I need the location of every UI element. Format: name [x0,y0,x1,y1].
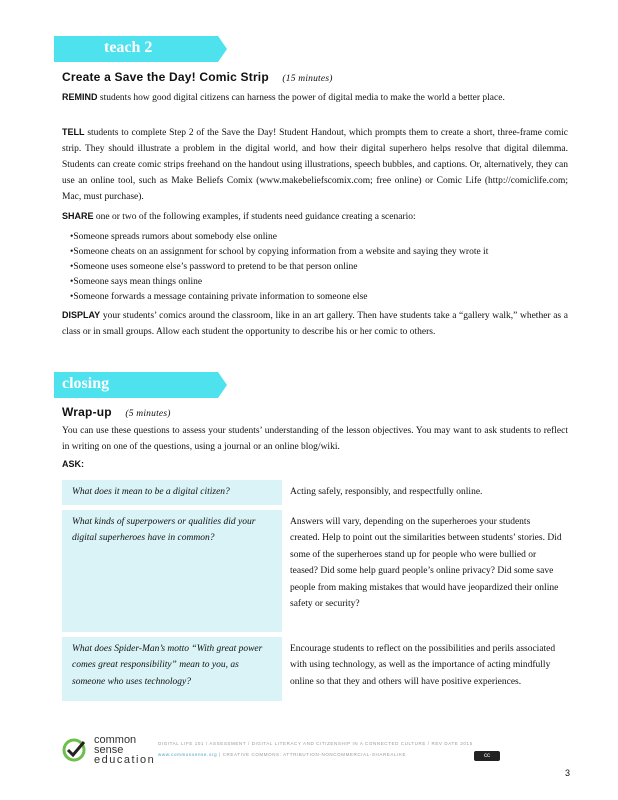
tell-text: students to complete Step 2 of the Save the Day! Student Handout, which prompts them to create a short, three-frame comic strip. They should illustrate a problem in the digital world, and how their digital superhero helps resolve that digital dilemma. Students can create comic strips freehand on the handout using illustrations, speech bubbles, and captions. Or, alternatively, they can use an online tool, such as Make Beliefs Comix (www.makebeliefscomix.com; free online) or Comic Life (http://comiclife.com; Mac, must purchase). [62,128,569,202]
closing-heading-text: Wrap-up [62,405,112,419]
closing-banner-label: closing [62,375,110,392]
answer-cell: Answers will vary, depending on the superheroes your students created. Help to point out the similarities between students’ stories. Did some of the superheroes stand up for people who were bullied or teased? Did some help guard people’s online privacy? Did some save people from making mistakes that would have jeopardized their online safety or security? [290,516,562,609]
remind-text: students how good digital citizens can harness the power of digital media to make the world a better place. [99,93,505,103]
share-paragraph [62,208,568,225]
closing-time: (5 minutes) [125,409,171,419]
cc-license-icon: cc [474,751,500,761]
logo-line: sense [94,744,124,756]
display-text: your students’ comics around the classroom, like in an art gallery. Then have students take a “gallery walk,” whether as a class or in small groups. Allow each student the opportunity to describe his or her comic to others. [62,311,568,337]
remind-label: REMIND [62,92,98,102]
table-row [62,480,572,505]
footer-line-2 [158,752,406,757]
table-row [62,637,572,701]
closing-heading [62,405,171,419]
footer [62,735,572,769]
tell-paragraph [62,124,568,205]
teach-heading-text: Create a Save the Day! Comic Strip [62,70,269,84]
list-item: •Someone cheats on an assignment for school by copying information from a website and saying they wrote it [70,247,489,257]
closing-intro [62,423,568,455]
display-label: DISPLAY [62,310,101,320]
qa-table [62,475,572,706]
logo-line: common [94,734,137,746]
question-cell: What does Spider-Man’s motto “With great power comes great responsibility” mean to you, as someone who uses technology? [62,637,282,701]
footer-line-1: DIGITAL LIFE 101 / ASSESSMENT / DIGITAL LITERACY AND CITIZENSHIP IN A CONNECTED CULTURE / REV DATE 2015 [158,741,473,746]
table-row [62,510,572,632]
closing-intro-text: You can use these questions to assess your students’ understanding of the lesson objectives. You may want to ask students to reflect in writing on one of the questions, using a journal or an online blog/wiki. [62,426,568,452]
question-cell: What does it mean to be a digital citizen? [62,480,282,505]
footer-url[interactable]: www.commonsense.org [158,752,218,757]
share-text: one or two of the following examples, if students need guidance creating a scenario: [95,212,416,222]
teach-time: (15 minutes) [282,74,333,84]
share-label: SHARE [62,211,94,221]
list-item: •Someone uses someone else’s password to pretend to be that person online [70,262,358,272]
ask-label: ASK: [62,459,84,469]
tell-label: TELL [62,127,85,137]
page-number: 3 [565,768,571,778]
list-item: •Someone says mean things online [70,277,203,287]
examples-list [70,230,570,305]
teach-banner-label: teach 2 [104,39,153,56]
remind-paragraph [62,89,568,106]
logo-wordmark [94,735,155,765]
answer-cell: Acting safely, responsibly, and respectfully online. [290,487,483,497]
logo-line: education [94,754,156,766]
question-cell: What kinds of superpowers or qualities did your digital superheroes have in common? [62,510,282,632]
footer-license: | CREATIVE COMMONS: ATTRIBUTION-NONCOMMERCIAL-SHAREALIKE [219,752,407,757]
display-paragraph [62,307,568,340]
answer-cell: Encourage students to reflect on the possibilities and perils associated with using technology, as well as the importance of acting mindfully online so that they and others will have positive experiences. [290,643,556,687]
list-item: •Someone forwards a message containing private information to someone else [70,292,368,302]
list-item: •Someone spreads rumors about somebody else online [70,232,278,242]
teach-heading [62,70,333,84]
closing-banner [54,372,227,398]
teach-banner [54,36,227,62]
ask-paragraph [62,456,568,473]
logo-check-icon [62,737,88,763]
